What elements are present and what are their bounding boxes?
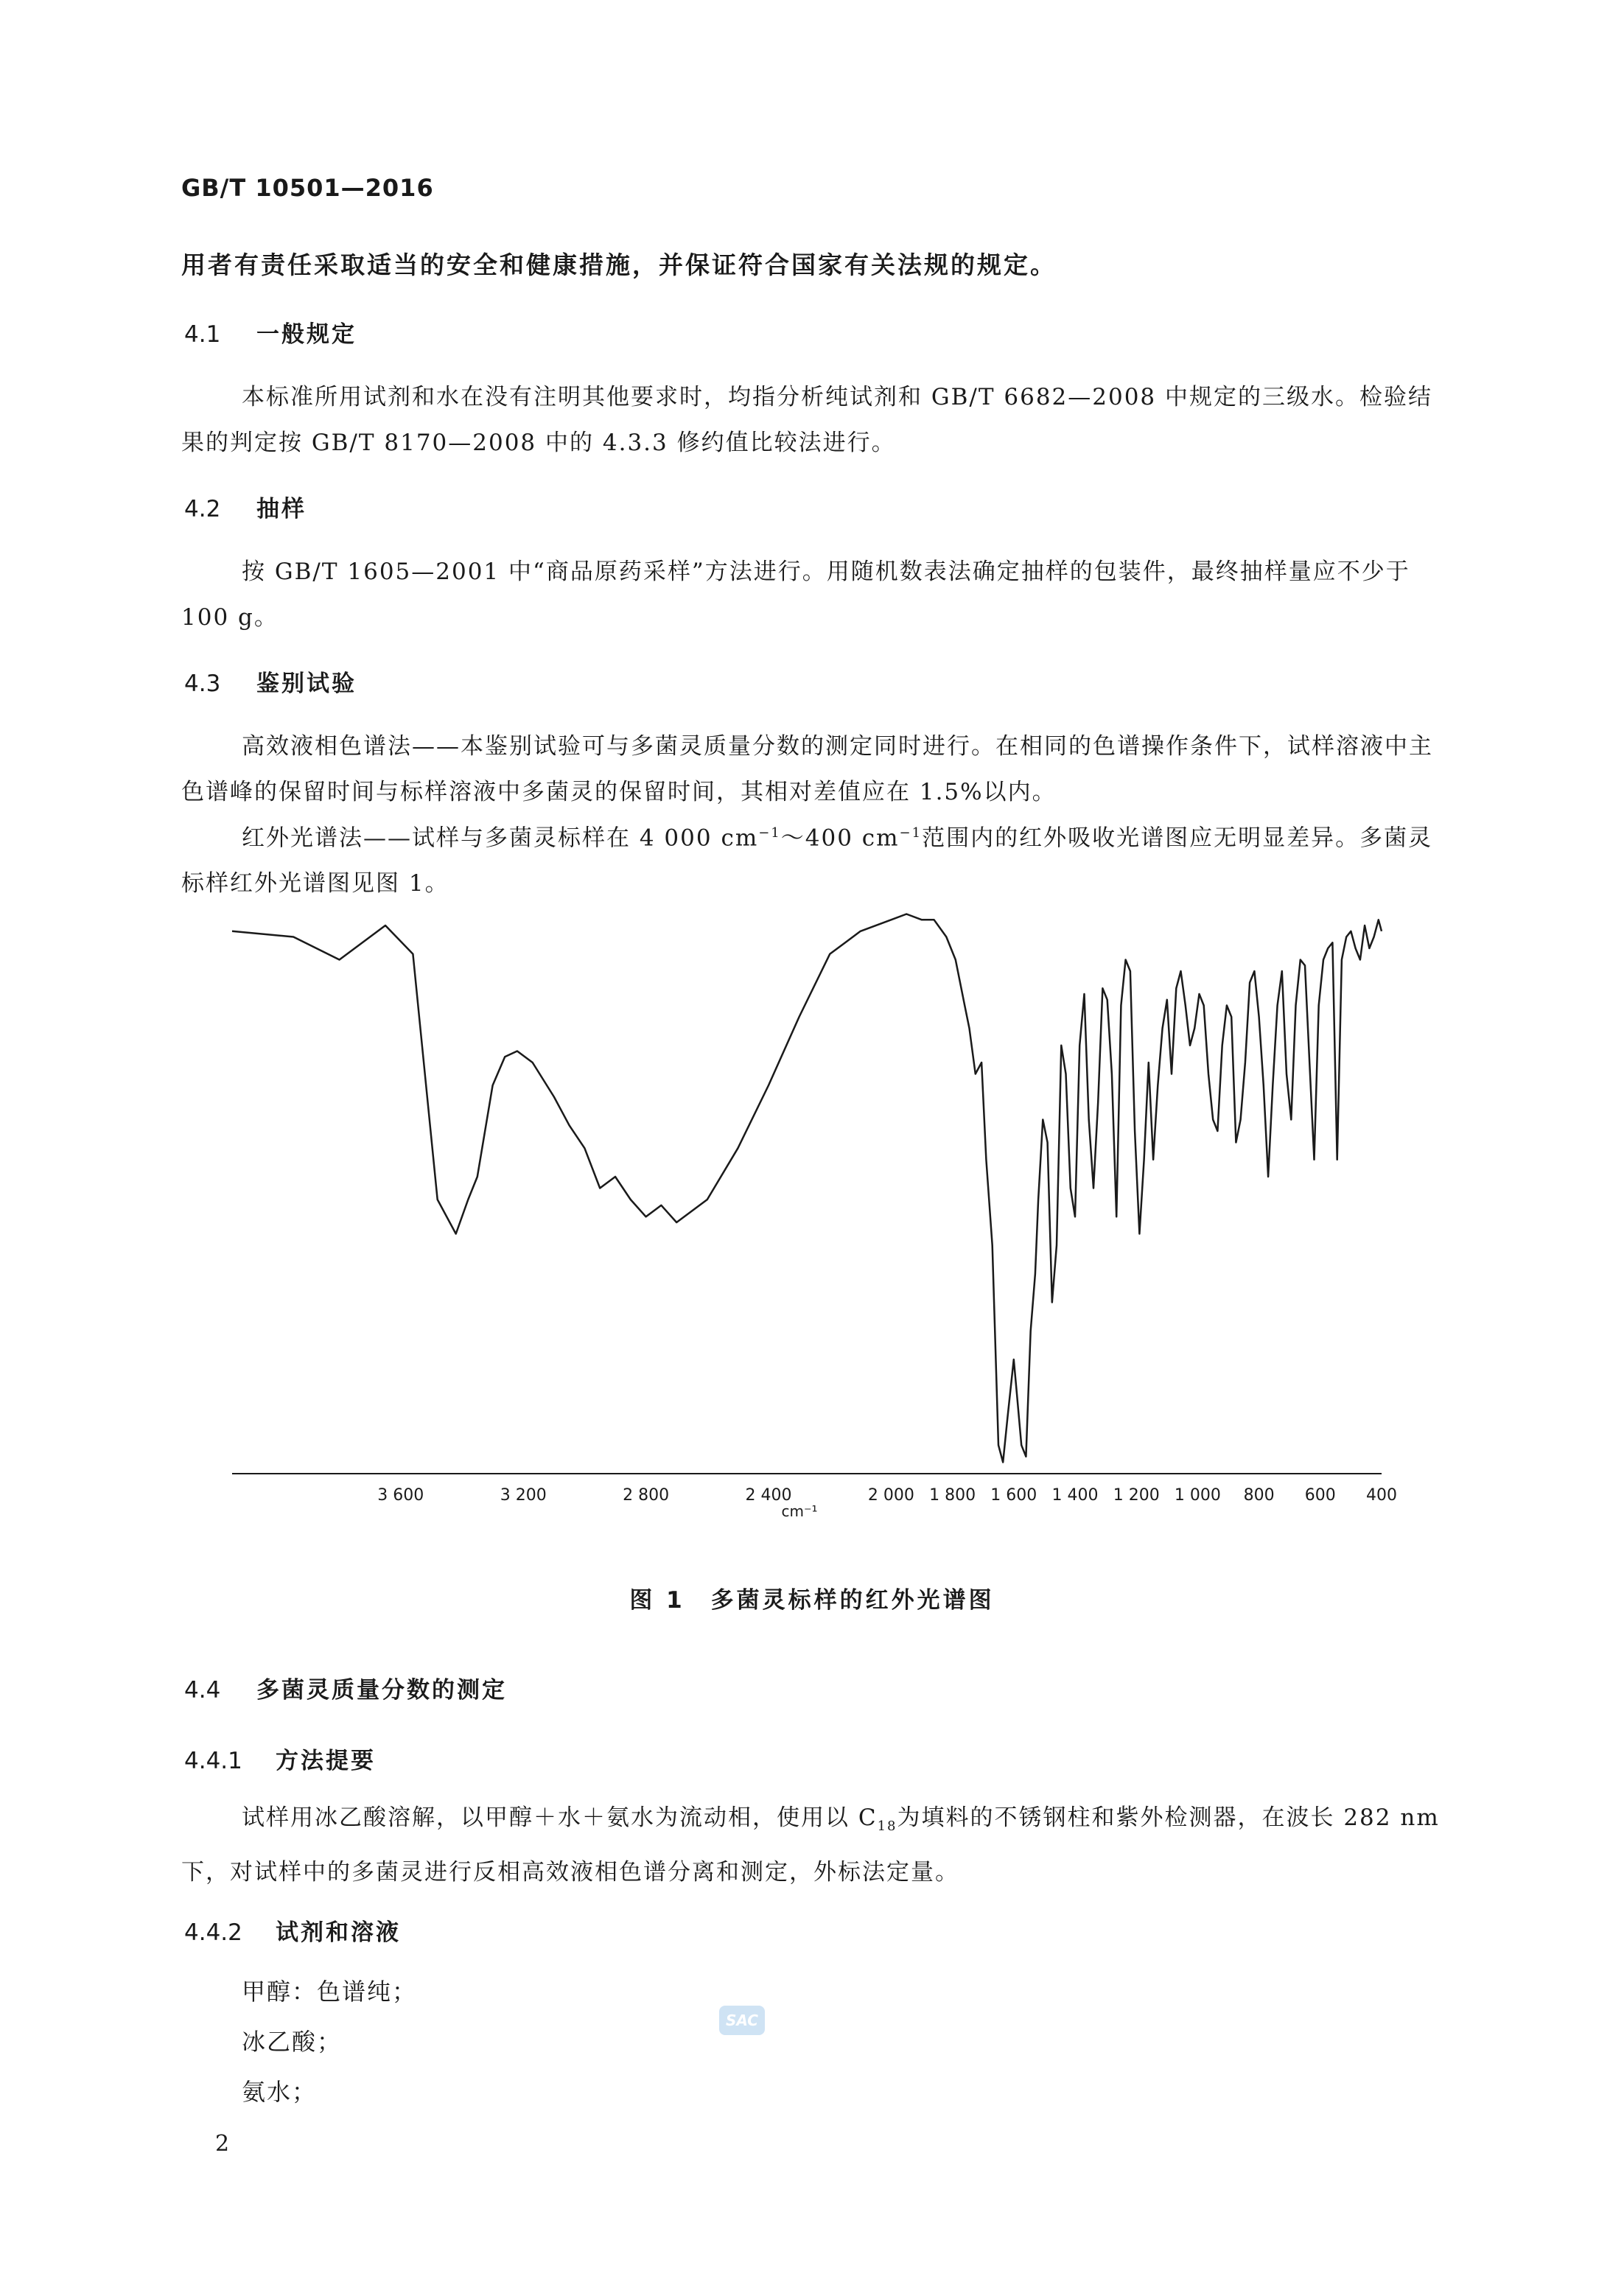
section-number: 4.3 — [184, 671, 221, 697]
x-tick-label: 2 000 — [867, 1486, 914, 1505]
x-tick-label: 3 600 — [377, 1486, 424, 1505]
section-title: 方法提要 — [276, 1748, 376, 1774]
intro-line: 用者有责任采取适当的安全和健康措施，并保证符合国家有关法规的规定。 — [181, 251, 1057, 279]
section-4-1-paragraph: 本标准所用试剂和水在没有注明其他要求时，均指分析纯试剂和 GB/T 6682—2008 中规定的三级水。检验结果的判定按 GB/T 8170—2008 中的 4.3.3 修约值比较法进行。 — [181, 384, 1433, 456]
section-4-4-heading — [184, 1671, 507, 1704]
section-title: 试剂和溶液 — [276, 1919, 401, 1946]
x-tick-label: 1 000 — [1174, 1486, 1221, 1505]
x-tick-label: 1 400 — [1051, 1486, 1099, 1505]
section-number: 4.4.1 — [184, 1748, 242, 1774]
x-tick-label: 3 200 — [500, 1486, 547, 1505]
page-number: 2 — [215, 2131, 230, 2157]
reagent-item: 冰乙酸； — [242, 2028, 343, 2056]
figure-caption: 图 1 多菌灵标样的红外光谱图 — [629, 1587, 995, 1614]
x-tick-label: 1 800 — [929, 1486, 976, 1505]
section-4-2-paragraph: 按 GB/T 1605—2001 中“商品原药采样”方法进行。用随机数表法确定抽样的包装件，最终抽样量应不少于 100 g。 — [181, 559, 1410, 631]
spectrum-line — [232, 914, 1382, 1463]
section-4-4-1-paragraph: 试样用冰乙酸溶解，以甲醇＋水＋氨水为流动相，使用以 $C_{18}$为填料的不锈钢柱和紫外检测器，在波长 282 nm 下，对试样中的多菌灵进行反相高效液相色谱分离和测定，外标法定量。 — [181, 1804, 1440, 1886]
section-title: 一般规定 — [256, 321, 357, 348]
section-number: 4.1 — [184, 321, 221, 348]
x-tick-label: 1 200 — [1113, 1486, 1160, 1505]
section-number: 4.4 — [184, 1677, 221, 1704]
section-title: 多菌灵质量分数的测定 — [256, 1677, 507, 1704]
x-tick-label: 400 — [1366, 1486, 1397, 1505]
section-4-4-2-heading — [184, 1914, 401, 1947]
x-tick-label: 2 800 — [623, 1486, 670, 1505]
reagent-item: 氨水； — [242, 2078, 318, 2106]
x-axis-label: cm⁻¹ — [781, 1502, 818, 1520]
section-title: 抽样 — [256, 496, 307, 522]
section-4-3-paragraph-hplc: 高效液相色谱法——本鉴别试验可与多菌灵质量分数的测定同时进行。在相同的色谱操作条件下，试样溶液中主色谱峰的保留时间与标样溶液中多菌灵的保留时间，其相对差值应在 1.5%以内。 — [181, 733, 1433, 805]
section-4-3-paragraph-ir: 红外光谱法——试样与多菌灵标样在 4 000 $cm^{-1}\sim 400$ $cm^{-1}$范围内的红外吸收光谱图应无明显差异。多菌灵标样红外光谱图见图 1。 — [181, 825, 1433, 897]
x-tick-label: 800 — [1243, 1486, 1275, 1505]
x-tick-label: 600 — [1304, 1486, 1336, 1505]
x-tick-label: 1 600 — [990, 1486, 1037, 1505]
reagent-item: 甲醇：色谱纯； — [242, 1978, 418, 2006]
section-title: 鉴别试验 — [256, 671, 357, 697]
section-number: 4.4.2 — [184, 1919, 242, 1946]
section-4-4-1-heading — [184, 1742, 376, 1775]
standard-number: GB/T 10501—2016 — [181, 174, 434, 202]
section-number: 4.2 — [184, 496, 221, 522]
x-tick-label: 2 400 — [745, 1486, 792, 1505]
sac-watermark-logo: SAC — [719, 2006, 765, 2035]
